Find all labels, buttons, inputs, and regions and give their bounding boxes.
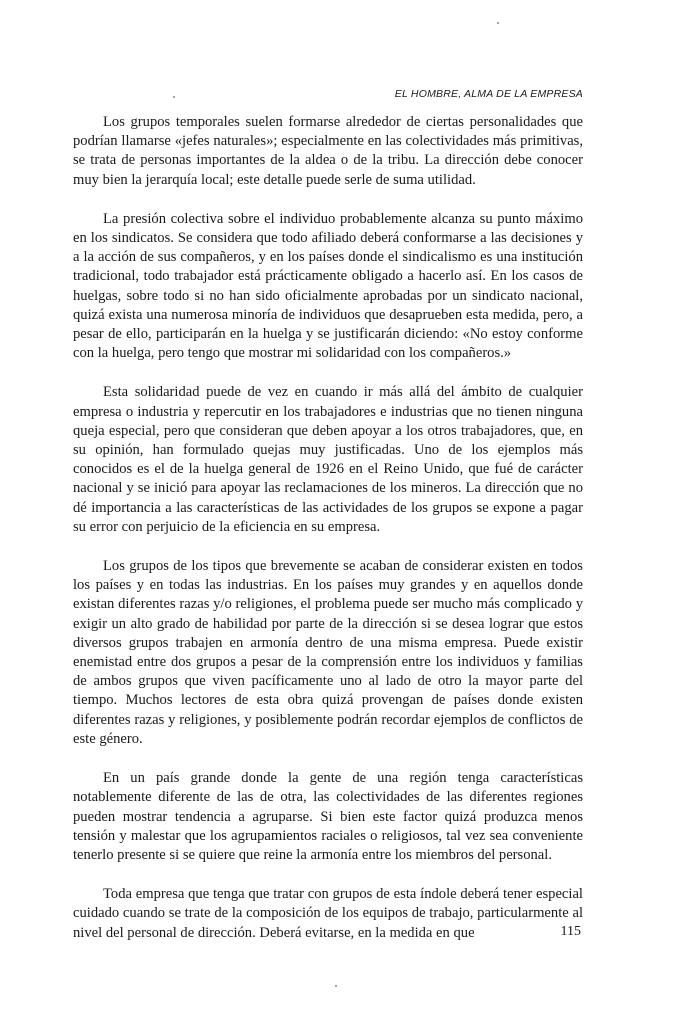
scan-speck (497, 22, 499, 24)
paragraph-3: Esta solidaridad puede de vez en cuando ir más allá del ámbito de cualquier empresa o industria y repercutir en los trabajadores e industrias que no tienen ninguna queja especial, pero que consideran que deben apoyar a los otros trabajadores, que, en su opinión, han formulado quejas muy justificadas. Uno de los ejemplos más conocidos es el de la huelga general de 1926 en el Reino Unido, que fué de carácter nacional y se inició para apoyar las reclamaciones de los mineros. La dirección que no dé importancia a las características de las actividades de los grupos se expone a pagar su error con perjuicio de la eficiencia en su empresa. (73, 384, 583, 535)
scan-speck (173, 96, 175, 98)
scan-speck (335, 985, 337, 987)
page-number: 115 (560, 924, 581, 939)
paragraph-1: Los grupos temporales suelen formarse alrededor de ciertas personalidades que podrían llamarse «jefes naturales»; especialmente en las colectividades más primitivas, se trata de personas importantes de la aldea o de la tribu. La dirección debe conocer muy bien la jerarquía local; este detalle puede serle de suma utilidad. (73, 114, 583, 188)
paragraph-4: Los grupos de los tipos que brevemente se acaban de considerar existen en todos los países y en todas las industrias. En los países muy grandes y en aquellos donde existan diferentes razas y/o religiones, el problema puede ser mucho más complicado y exigir un alto grado de habilidad por parte de la dirección si se desea lograr que estos diversos grupos trabajen en armonía dentro de una misma empresa. Puede existir enemistad entre dos grupos a pesar de la comprensión entre los individuos y familias de ambos grupos que viven pacíficamente uno al lado de otro la mayor parte del tiempo. Muchos lectores de esta obra quizá provengan de países donde existen diferentes razas y religiones, y posiblemente podrán recordar ejemplos de conflictos de este género. (73, 558, 583, 747)
running-header: EL HOMBRE, ALMA DE LA EMPRESA (394, 88, 583, 100)
paragraph-6: Toda empresa que tenga que tratar con grupos de esta índole deberá tener especial cuidado cuando se trate de la composición de los equipos de trabajo, particularmente al nivel del personal de dirección. Deberá evitarse, en la medida en que (73, 886, 583, 941)
paragraph-5: En un país grande donde la gente de una región tenga características notablemente diferente de las de otra, las colectividades de las diferentes regiones pueden mostrar tendencia a agruparse. Si bien este factor quizá produzca menos tensión y malestar que los agrupamientos raciales o religiosos, tal vez sea conveniente tenerlo presente si se quiere que reine la armonía entre los miembros del personal. (73, 770, 583, 863)
body-text (73, 113, 583, 943)
paragraph-2: La presión colectiva sobre el individuo probablemente alcanza su punto máximo en los sindicatos. Se considera que todo afiliado deberá conformarse a las decisiones y a la acción de sus compañeros, y en los países donde el sindicalismo es una institución tradicional, todo trabajador está prácticamente obligado a hacerlo así. En los casos de huelgas, sobre todo si no han sido oficialmente aprobadas por un sindicato nacional, quizá exista una numerosa minoría de individuos que desaprueben esta medida, pero, a pesar de ello, participarán en la huelga y se justificarán diciendo: «No estoy conforme con la huelga, pero tengo que mostrar mi solidaridad con los compañeros.» (73, 210, 583, 362)
